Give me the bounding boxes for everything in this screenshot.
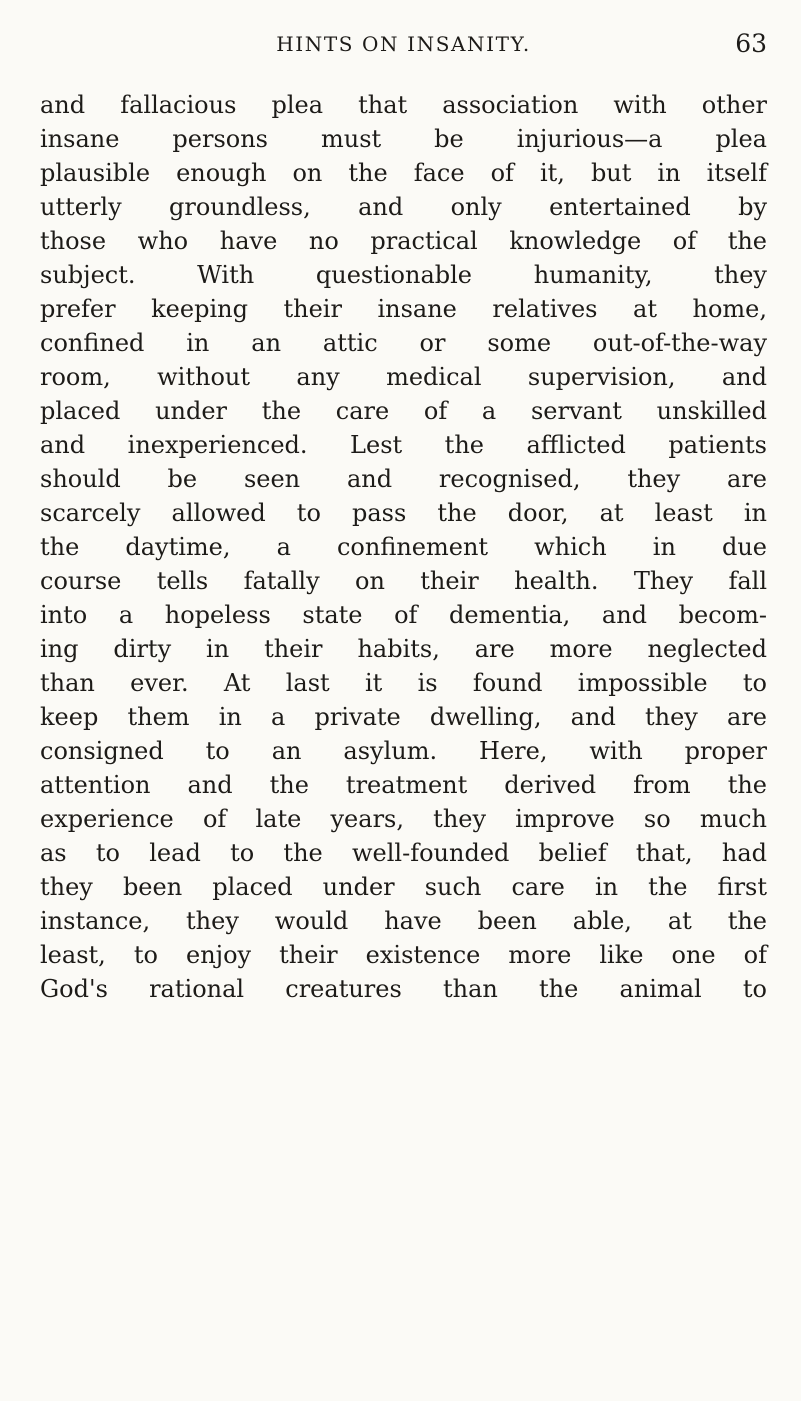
text-line: consigned to an asylum. Here, with proper xyxy=(40,737,767,765)
text-line: utterly groundless, and only entertained by xyxy=(40,193,767,221)
text-line: keep them in a private dwelling, and they are xyxy=(40,703,767,731)
text-line: least, to enjoy their existence more like one of xyxy=(40,941,767,969)
text-line: subject. With questionable humanity, they xyxy=(40,261,767,289)
text-line: scarcely allowed to pass the door, at least in xyxy=(40,499,767,527)
text-line: attention and the treatment derived from the xyxy=(40,771,767,799)
text-line: plausible enough on the face of it, but in itself xyxy=(40,159,767,187)
text-line: the daytime, a confinement which in due xyxy=(40,533,767,561)
text-line: prefer keeping their insane relatives at home, xyxy=(40,295,767,323)
text-line: placed under the care of a servant unskilled xyxy=(40,397,767,425)
running-head xyxy=(40,24,767,64)
text-line: should be seen and recognised, they are xyxy=(40,465,767,493)
text-line: confined in an attic or some out-of-the-way xyxy=(40,329,767,357)
text-line: into a hopeless state of dementia, and becom- xyxy=(40,601,767,629)
text-line: God's rational creatures than the animal to xyxy=(40,975,767,1003)
text-line: and fallacious plea that association with other xyxy=(40,91,767,119)
text-line: room, without any medical supervision, and xyxy=(40,363,767,391)
page-number: 63 xyxy=(735,29,767,58)
text-line: instance, they would have been able, at the xyxy=(40,907,767,935)
text-line: course tells fatally on their health. They fall xyxy=(40,567,767,595)
text-line: than ever. At last it is found impossible to xyxy=(40,669,767,697)
text-line: ing dirty in their habits, are more neglected xyxy=(40,635,767,663)
text-line: experience of late years, they improve so much xyxy=(40,805,767,833)
running-title: HINTS ON INSANITY. xyxy=(276,32,531,56)
text-line: they been placed under such care in the first xyxy=(40,873,767,901)
text-line: and inexperienced. Lest the afflicted patients xyxy=(40,431,767,459)
body-text xyxy=(40,88,767,1006)
text-line: those who have no practical knowledge of the xyxy=(40,227,767,255)
text-line: as to lead to the well-founded belief that, had xyxy=(40,839,767,867)
text-line: insane persons must be injurious—a plea xyxy=(40,125,767,153)
